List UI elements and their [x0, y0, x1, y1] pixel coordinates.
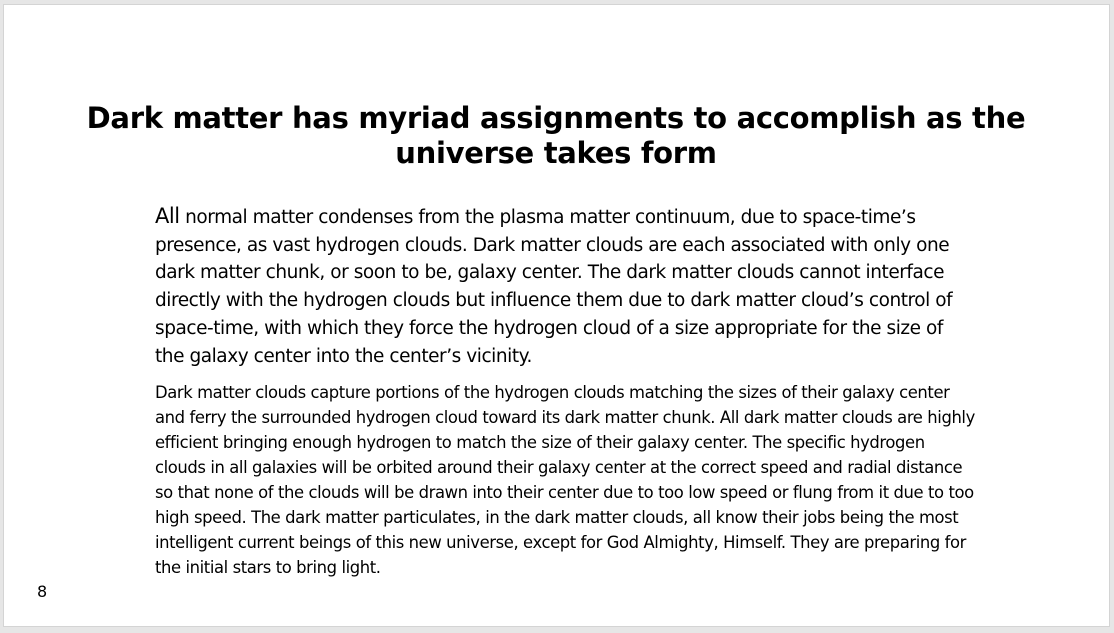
paragraph-lead-word: All [155, 204, 180, 228]
body-paragraph-1 [155, 203, 975, 370]
paragraph-text: normal matter condenses from the plasma matter continuum, due to space-time’s presence, as vast hydrogen clouds. Dark matter clouds are each associated with only one dark matter chunk, or soon to be, galaxy center. The dark matter clouds cannot interface directly with the hydrogen clouds but influence them due to dark matter cloud’s control of space-time, with which they force the hydrogen cloud of a size appropriate for the size of the galaxy center into the center’s vicinity. [155, 207, 953, 367]
slide [3, 4, 1110, 627]
body-paragraph-2: Dark matter clouds capture portions of the hydrogen clouds matching the sizes of their galaxy center and ferry the surrounded hydrogen cloud toward its dark matter chunk. All dark matter clouds are highly efficient bringing enough hydrogen to match the size of their galaxy center. The specific hydrogen clouds in all galaxies will be orbited around their galaxy center at the correct speed and radial distance so that none of the clouds will be drawn into their center due to too low speed or flung from it due to too high speed. The dark matter particulates, in the dark matter clouds, all know their jobs being the most intelligent current beings of this new universe, except for God Almighty, Himself. They are preparing for the initial stars to bring light. [155, 383, 975, 577]
page-number: 8 [37, 582, 48, 601]
slide-title: Dark matter has myriad assignments to accomplish as the universe takes form [86, 101, 1026, 170]
